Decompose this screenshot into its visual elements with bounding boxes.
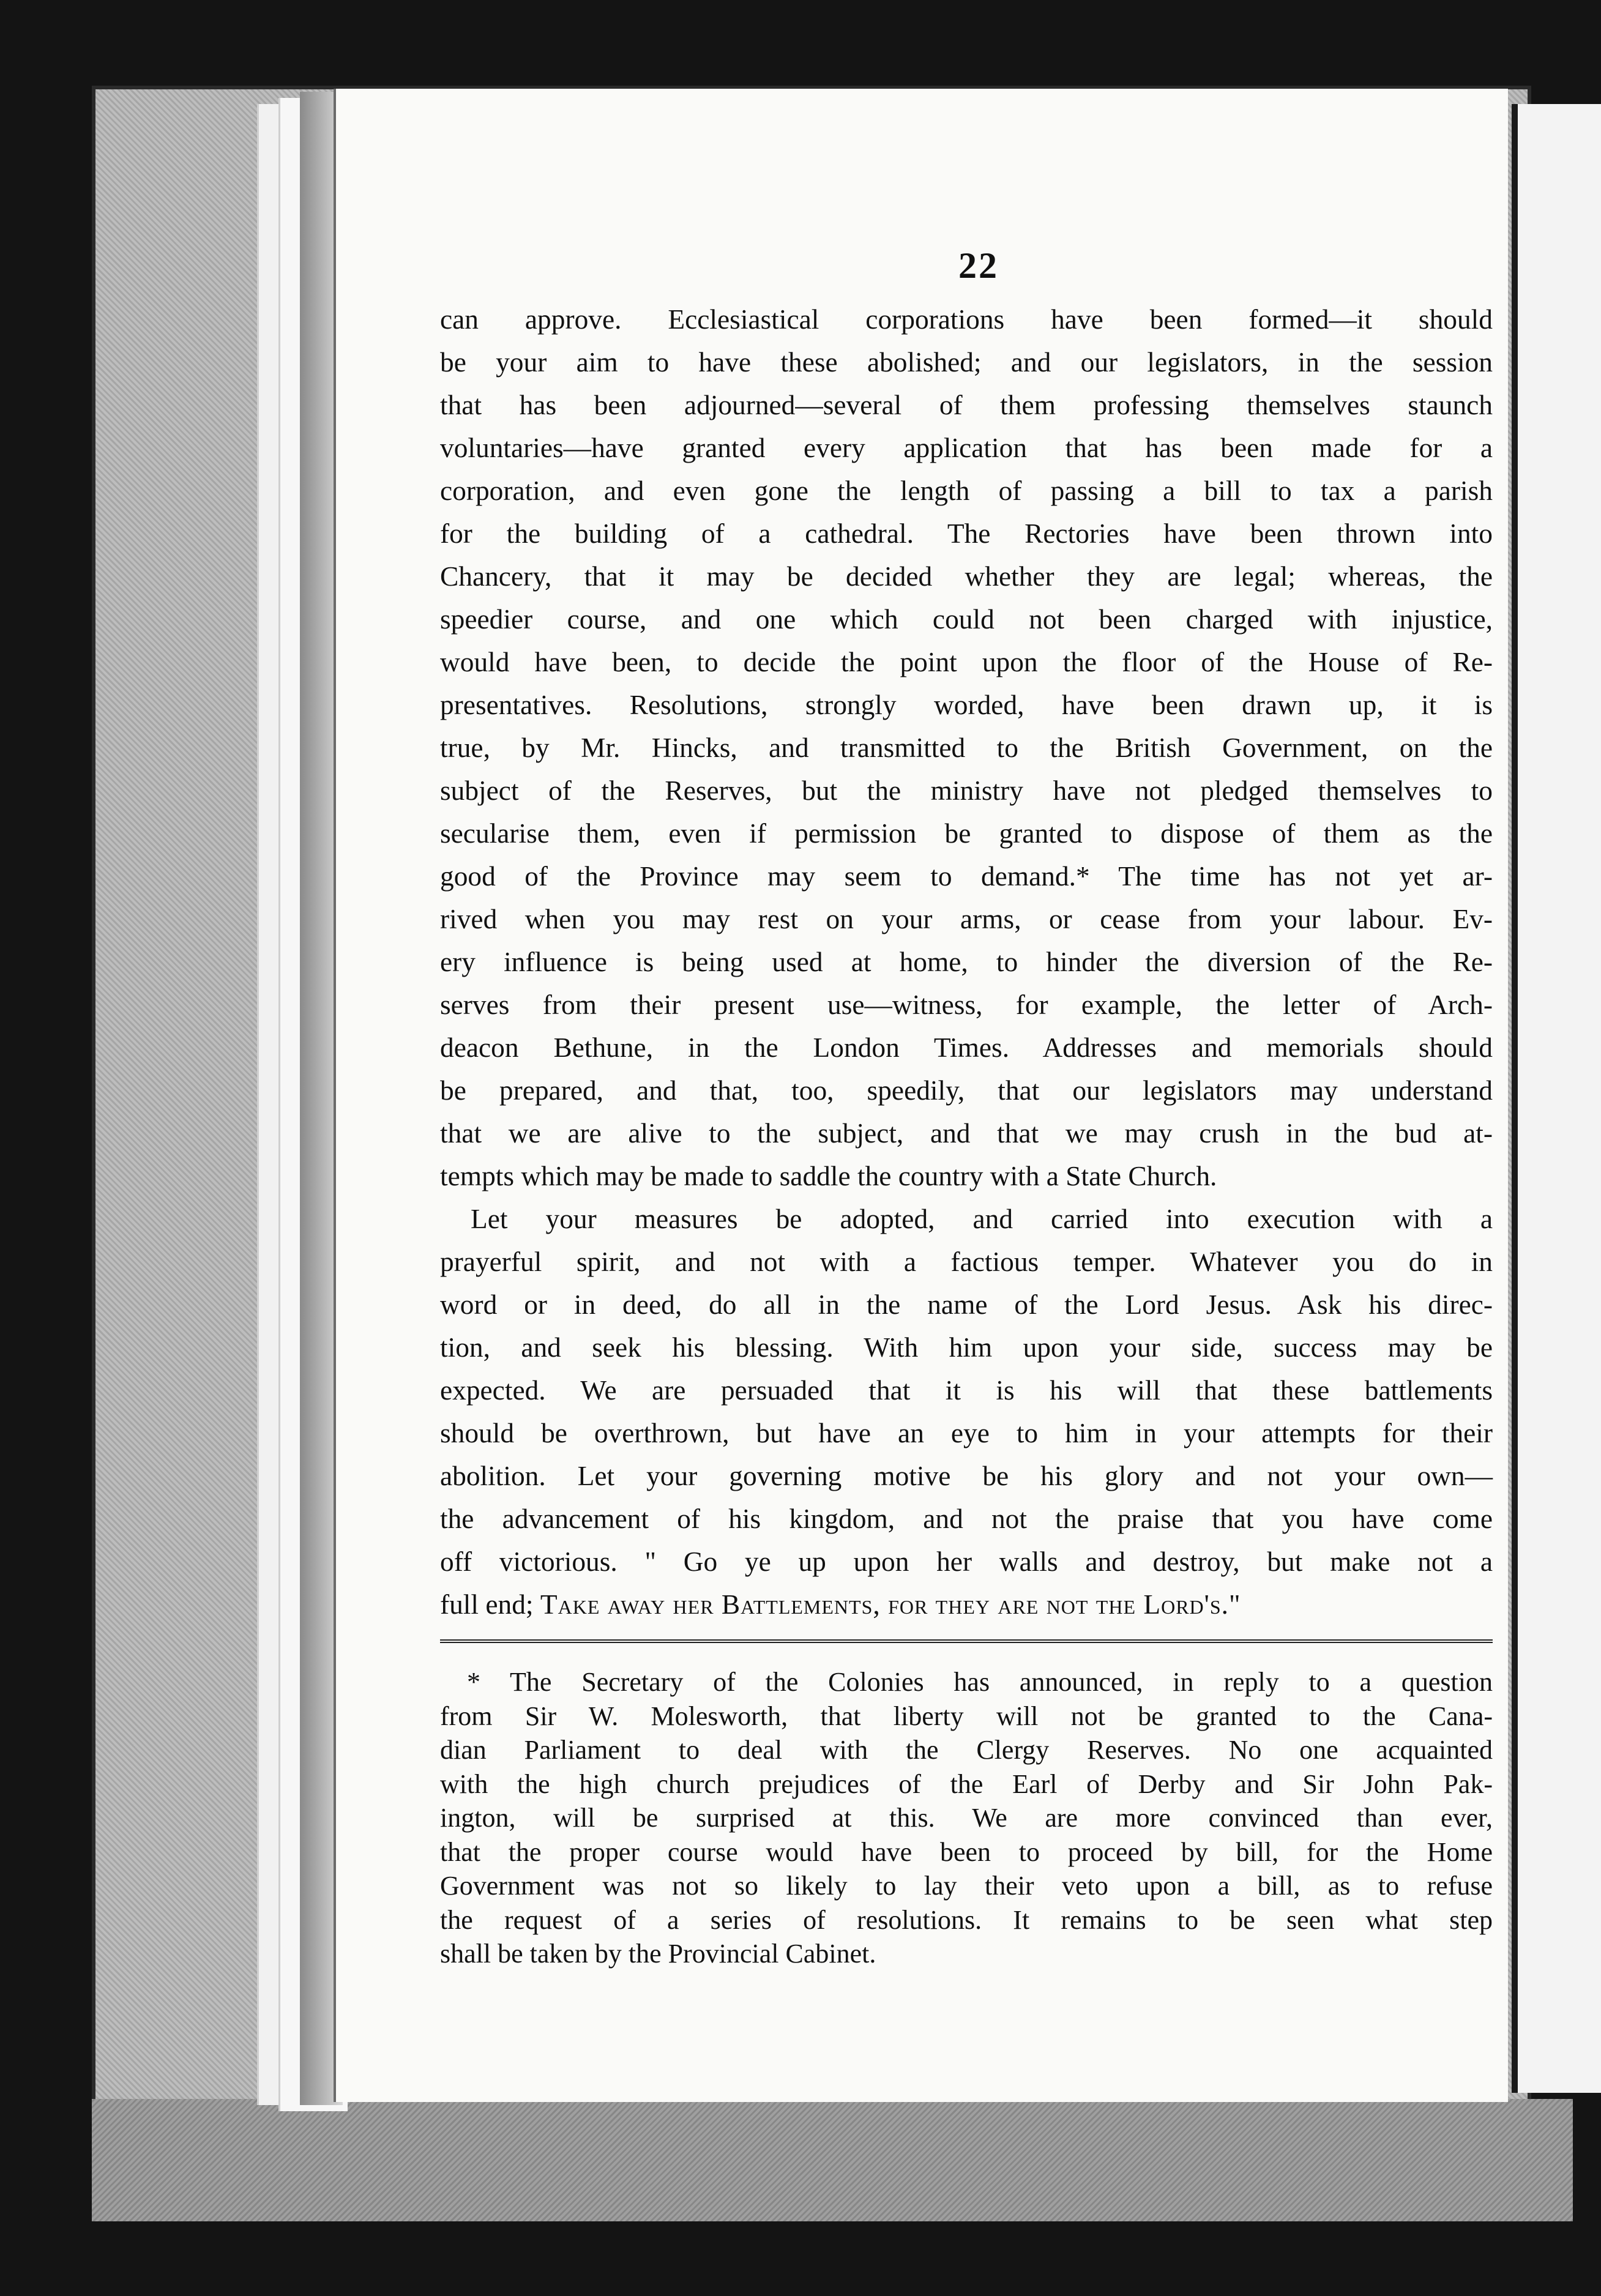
text-line: shall be taken by the Provincial Cabinet. (440, 1939, 876, 1969)
text-line: * The Secretary of the Colonies has announced, in reply to a question (467, 1667, 1493, 1697)
footnote-rule (440, 1639, 1493, 1646)
text-line: off victorious. " Go ye up upon her walls and destroy, but make not a (440, 1546, 1493, 1577)
text-line: that we are alive to the subject, and that we may crush in the bud at- (440, 1118, 1493, 1149)
book-cover-bottom (92, 2099, 1573, 2221)
text-line: voluntaries—have granted every application that has been made for a (440, 433, 1493, 463)
closing-quote: Take away her Battlements, for they are not the Lord's." (540, 1589, 1241, 1620)
text-line: Chancery, that it may be decided whether they are legal; whereas, the (440, 561, 1493, 592)
text-line: dian Parliament to deal with the Clergy Reserves. No one acquainted (440, 1735, 1493, 1765)
text-line: the request of a series of resolutions. It remains to be seen what step (440, 1904, 1493, 1935)
text-line: can approve. Ecclesiastical corporations have been formed—it should (440, 304, 1493, 335)
text-line: subject of the Reserves, but the ministry have not pledged themselves to (440, 775, 1493, 806)
text-line: with the high church prejudices of the Earl of Derby and Sir John Pak- (440, 1769, 1493, 1799)
text-line: that has been adjourned—several of them professing themselves staunch (440, 390, 1493, 420)
text-line: should be overthrown, but have an eye to him in your attempts for their (440, 1418, 1493, 1448)
text-line: speedier course, and one which could not been charged with injustice, (440, 604, 1493, 635)
page-number: 22 (958, 245, 999, 286)
text-line: Let your measures be adopted, and carried into execution with a (471, 1204, 1493, 1234)
text-line: be your aim to have these abolished; and our legislators, in the session (440, 347, 1493, 378)
text-line: from Sir W. Molesworth, that liberty will not be granted to the Cana- (440, 1701, 1493, 1731)
text-line: would have been, to decide the point upon the floor of the House of Re- (440, 647, 1493, 677)
body-text (440, 298, 1493, 1626)
text-line: good of the Province may seem to demand.* The time has not yet ar- (440, 861, 1493, 892)
text-line: deacon Bethune, in the London Times. Addresses and memorials should (440, 1032, 1493, 1063)
text-line: true, by Mr. Hincks, and transmitted to the British Government, on the (440, 732, 1493, 763)
text-line: ery influence is being used at home, to hinder the diversion of the Re- (440, 947, 1493, 977)
text-line: corporation, and even gone the length of passing a bill to tax a parish (440, 475, 1493, 506)
text-line: expected. We are persuaded that it is his will that these battlements (440, 1375, 1493, 1406)
book-page (334, 89, 1508, 2102)
paragraph-1 (440, 298, 1493, 1198)
text-line: abolition. Let your governing motive be his glory and not your own— (440, 1461, 1493, 1491)
text-line: word or in deed, do all in the name of the Lord Jesus. Ask his direc- (440, 1289, 1493, 1320)
text-line: the advancement of his kingdom, and not the praise that you have come (440, 1504, 1493, 1534)
closing-line-start: full end; (440, 1589, 540, 1620)
text-line: ington, will be surprised at this. We are more convinced than ever, (440, 1803, 1493, 1833)
facing-page-edge (1512, 104, 1601, 2093)
text-line: be prepared, and that, too, speedily, that our legislators may understand (440, 1075, 1493, 1106)
text-line: Government was not so likely to lay their veto upon a bill, as to refuse (440, 1871, 1493, 1901)
text-line: serves from their present use—witness, for example, the letter of Arch- (440, 990, 1493, 1020)
text-line: tempts which may be made to saddle the country with a State Church. (440, 1161, 1217, 1191)
text-line: for the building of a cathedral. The Rectories have been thrown into (440, 518, 1493, 549)
text-line: presentatives. Resolutions, strongly worded, have been drawn up, it is (440, 690, 1493, 720)
closing-line (440, 1583, 1493, 1626)
text-line: tion, and seek his blessing. With him upon your side, success may be (440, 1332, 1493, 1363)
page-content (440, 245, 1493, 1971)
footnote (440, 1665, 1493, 1971)
text-line: prayerful spirit, and not with a factious temper. Whatever you do in (440, 1247, 1493, 1277)
paragraph-2 (440, 1198, 1493, 1583)
text-line: that the proper course would have been to proceed by bill, for the Home (440, 1836, 1493, 1867)
text-line: rived when you may rest on your arms, or cease from your labour. Ev- (440, 904, 1493, 934)
text-line: secularise them, even if permission be granted to dispose of them as the (440, 818, 1493, 849)
